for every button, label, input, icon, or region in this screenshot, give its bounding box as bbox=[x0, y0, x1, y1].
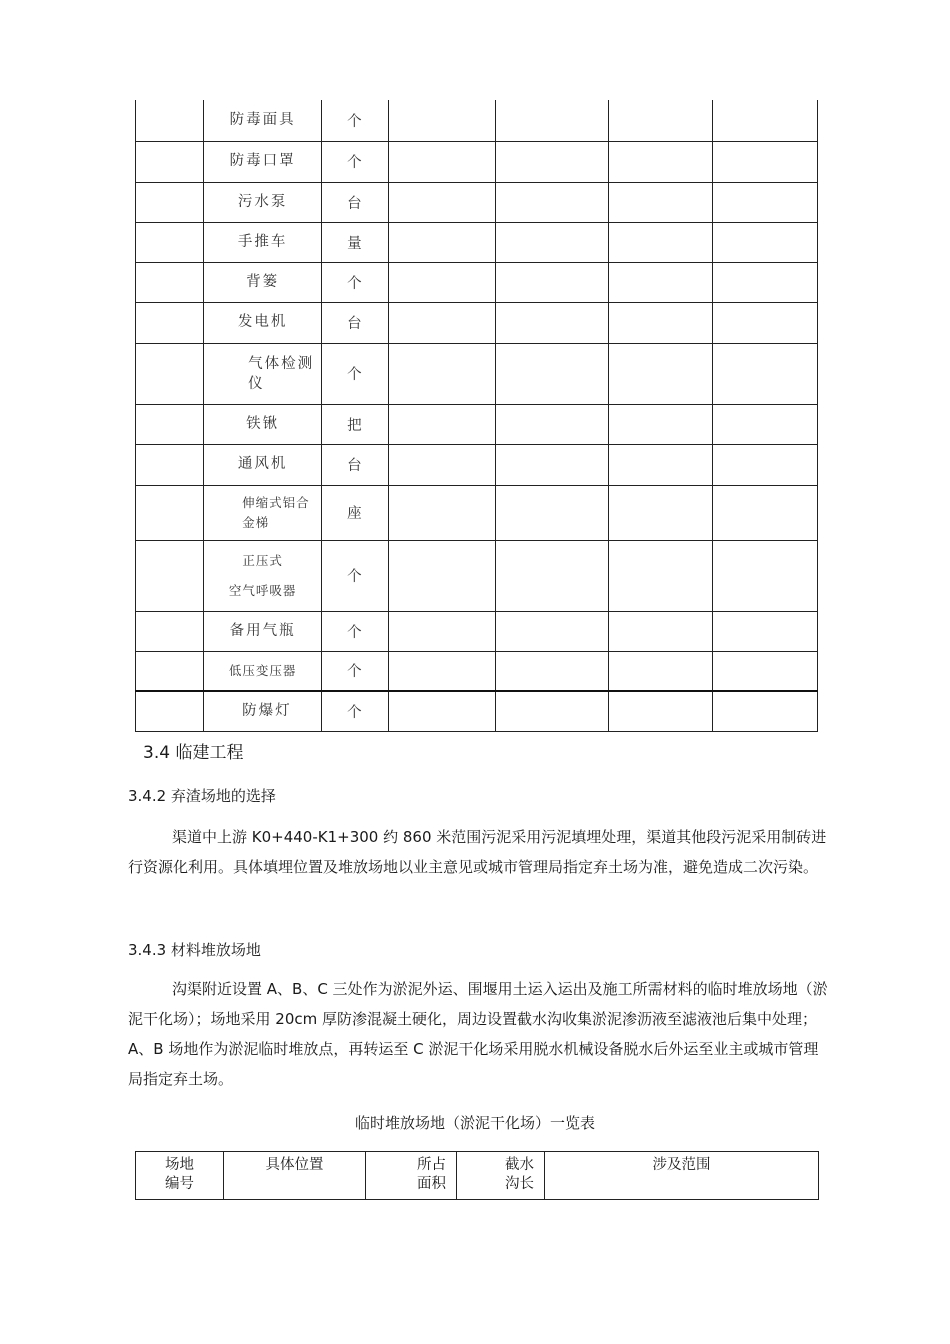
equipment-empty-cell bbox=[136, 100, 204, 141]
equipment-empty-cell bbox=[608, 141, 712, 182]
equipment-unit: 把 bbox=[322, 404, 389, 444]
equipment-empty-cell bbox=[495, 444, 608, 485]
equipment-table-body bbox=[136, 100, 818, 731]
equipment-empty-cell bbox=[712, 611, 817, 651]
site-header-area bbox=[366, 1152, 457, 1200]
equipment-unit: 座 bbox=[322, 485, 389, 540]
equipment-empty-cell bbox=[389, 691, 495, 731]
equipment-empty-cell bbox=[608, 182, 712, 222]
equipment-empty-cell bbox=[712, 343, 817, 404]
equipment-empty-cell bbox=[136, 485, 204, 540]
equipment-empty-cell bbox=[712, 182, 817, 222]
equipment-row bbox=[136, 141, 818, 182]
equipment-empty-cell bbox=[136, 651, 204, 691]
equipment-unit: 个 bbox=[322, 651, 389, 691]
equipment-empty-cell bbox=[495, 141, 608, 182]
equipment-unit: 台 bbox=[322, 182, 389, 222]
site-header-ditch bbox=[457, 1152, 545, 1200]
equipment-name: 通风机 bbox=[204, 444, 322, 485]
equipment-empty-cell bbox=[389, 100, 495, 141]
equipment-row bbox=[136, 262, 818, 302]
equipment-empty-cell bbox=[389, 222, 495, 262]
equipment-empty-cell bbox=[712, 222, 817, 262]
paragraph-waste-site bbox=[128, 822, 828, 882]
equipment-empty-cell bbox=[495, 485, 608, 540]
equipment-row bbox=[136, 222, 818, 262]
equipment-empty-cell bbox=[136, 343, 204, 404]
equipment-empty-cell bbox=[136, 262, 204, 302]
subsection-heading-waste-site: 3.4.2 弃渣场地的选择 bbox=[128, 787, 276, 805]
site-header-id bbox=[136, 1152, 224, 1200]
equipment-name: 防毒口罩 bbox=[204, 141, 322, 182]
equipment-table bbox=[135, 100, 818, 732]
equipment-empty-cell bbox=[712, 404, 817, 444]
equipment-empty-cell bbox=[389, 485, 495, 540]
equipment-empty-cell bbox=[712, 262, 817, 302]
equipment-unit: 个 bbox=[322, 100, 389, 141]
equipment-empty-cell bbox=[136, 302, 204, 343]
equipment-row bbox=[136, 444, 818, 485]
equipment-unit: 个 bbox=[322, 540, 389, 611]
equipment-row bbox=[136, 302, 818, 343]
paragraph-material-site-text: 沟渠附近设置 A、B、C 三处作为淤泥外运、围堰用土运入运出及施工所需材料的临时堆放场地（淤泥干化场）；场地采用 20cm 厚防渗混凝土硬化，周边设置截水沟收集淤泥渗沥液至滤液池后集中处理；A、B 场地作为淤泥临时堆放点，再转运至 C 淤泥干化场采用脱水机械设备脱水后外运至业主或城市管理局指定弃土场。 bbox=[128, 980, 828, 1088]
site-header-scope-text: 涉及范围 bbox=[652, 1157, 711, 1173]
equipment-empty-cell bbox=[389, 444, 495, 485]
equipment-empty-cell bbox=[712, 100, 817, 141]
equipment-empty-cell bbox=[712, 651, 817, 691]
equipment-empty-cell bbox=[495, 651, 608, 691]
equipment-row bbox=[136, 485, 818, 540]
equipment-row bbox=[136, 611, 818, 651]
equipment-row bbox=[136, 404, 818, 444]
equipment-row bbox=[136, 691, 818, 731]
paragraph-waste-site-text: 渠道中上游 K0+440-K1+300 约 860 米范围污泥采用污泥填埋处理，渠道其他段污泥采用制砖进行资源化利用。具体填埋位置及堆放场地以业主意见或城市管理局指定弃土场为准，避免造成二次污染。 bbox=[128, 828, 827, 876]
equipment-row bbox=[136, 100, 818, 141]
equipment-unit: 个 bbox=[322, 141, 389, 182]
equipment-empty-cell bbox=[136, 611, 204, 651]
equipment-empty-cell bbox=[495, 540, 608, 611]
equipment-empty-cell bbox=[389, 182, 495, 222]
equipment-empty-cell bbox=[389, 651, 495, 691]
equipment-name: 防毒面具 bbox=[204, 100, 322, 141]
equipment-empty-cell bbox=[136, 444, 204, 485]
equipment-name: 背篓 bbox=[204, 262, 322, 302]
site-header-location-text: 具体位置 bbox=[265, 1157, 324, 1173]
equipment-empty-cell bbox=[608, 262, 712, 302]
equipment-name: 伸缩式铝合 金梯 bbox=[204, 485, 322, 540]
site-header-ditch-text: 截水 沟长 bbox=[505, 1157, 534, 1192]
equipment-empty-cell bbox=[136, 691, 204, 731]
site-header-scope bbox=[545, 1152, 819, 1200]
paragraph-material-site bbox=[128, 974, 828, 1094]
equipment-empty-cell bbox=[136, 222, 204, 262]
equipment-empty-cell bbox=[608, 100, 712, 141]
site-header-id-text: 场地 编号 bbox=[165, 1157, 194, 1192]
equipment-empty-cell bbox=[136, 141, 204, 182]
equipment-empty-cell bbox=[495, 302, 608, 343]
equipment-empty-cell bbox=[495, 262, 608, 302]
site-header-location bbox=[224, 1152, 366, 1200]
equipment-empty-cell bbox=[608, 343, 712, 404]
equipment-empty-cell bbox=[495, 691, 608, 731]
equipment-name: 正压式 空气呼吸器 bbox=[204, 540, 322, 611]
equipment-empty-cell bbox=[608, 611, 712, 651]
equipment-empty-cell bbox=[495, 222, 608, 262]
equipment-empty-cell bbox=[712, 540, 817, 611]
equipment-unit: 量 bbox=[322, 222, 389, 262]
equipment-name: 气体检测 仪 bbox=[204, 343, 322, 404]
equipment-empty-cell bbox=[712, 302, 817, 343]
equipment-empty-cell bbox=[608, 444, 712, 485]
site-table-header-row bbox=[136, 1152, 819, 1200]
equipment-unit: 个 bbox=[322, 262, 389, 302]
equipment-unit: 台 bbox=[322, 302, 389, 343]
equipment-empty-cell bbox=[495, 343, 608, 404]
equipment-empty-cell bbox=[389, 540, 495, 611]
equipment-unit: 台 bbox=[322, 444, 389, 485]
equipment-empty-cell bbox=[608, 651, 712, 691]
equipment-empty-cell bbox=[389, 404, 495, 444]
site-table-caption: 临时堆放场地（淤泥干化场）一览表 bbox=[354, 1114, 595, 1132]
site-header-area-text: 所占 面积 bbox=[417, 1157, 446, 1192]
equipment-name: 备用气瓶 bbox=[204, 611, 322, 651]
equipment-empty-cell bbox=[495, 182, 608, 222]
equipment-row bbox=[136, 651, 818, 691]
equipment-empty-cell bbox=[495, 404, 608, 444]
equipment-empty-cell bbox=[389, 302, 495, 343]
equipment-empty-cell bbox=[608, 302, 712, 343]
equipment-empty-cell bbox=[389, 141, 495, 182]
subsection-heading-material-site: 3.4.3 材料堆放场地 bbox=[128, 941, 261, 959]
equipment-name: 铁锹 bbox=[204, 404, 322, 444]
equipment-empty-cell bbox=[608, 222, 712, 262]
equipment-row bbox=[136, 540, 818, 611]
equipment-empty-cell bbox=[136, 182, 204, 222]
equipment-empty-cell bbox=[136, 404, 204, 444]
equipment-unit: 个 bbox=[322, 343, 389, 404]
equipment-empty-cell bbox=[712, 141, 817, 182]
equipment-row bbox=[136, 343, 818, 404]
equipment-empty-cell bbox=[136, 540, 204, 611]
equipment-empty-cell bbox=[495, 611, 608, 651]
equipment-empty-cell bbox=[608, 691, 712, 731]
equipment-name: 发电机 bbox=[204, 302, 322, 343]
equipment-empty-cell bbox=[712, 485, 817, 540]
equipment-empty-cell bbox=[608, 540, 712, 611]
equipment-empty-cell bbox=[389, 611, 495, 651]
equipment-name: 手推车 bbox=[204, 222, 322, 262]
equipment-empty-cell bbox=[495, 100, 608, 141]
equipment-name: 污水泵 bbox=[204, 182, 322, 222]
site-table bbox=[135, 1151, 819, 1200]
equipment-empty-cell bbox=[608, 404, 712, 444]
section-heading: 3.4 临建工程 bbox=[143, 743, 244, 763]
equipment-empty-cell bbox=[712, 691, 817, 731]
equipment-empty-cell bbox=[712, 444, 817, 485]
equipment-unit: 个 bbox=[322, 691, 389, 731]
equipment-unit: 个 bbox=[322, 611, 389, 651]
equipment-name: 低压变压器 bbox=[204, 651, 322, 691]
equipment-empty-cell bbox=[608, 485, 712, 540]
equipment-empty-cell bbox=[389, 262, 495, 302]
equipment-name: 防爆灯 bbox=[204, 691, 322, 731]
equipment-row bbox=[136, 182, 818, 222]
equipment-empty-cell bbox=[389, 343, 495, 404]
